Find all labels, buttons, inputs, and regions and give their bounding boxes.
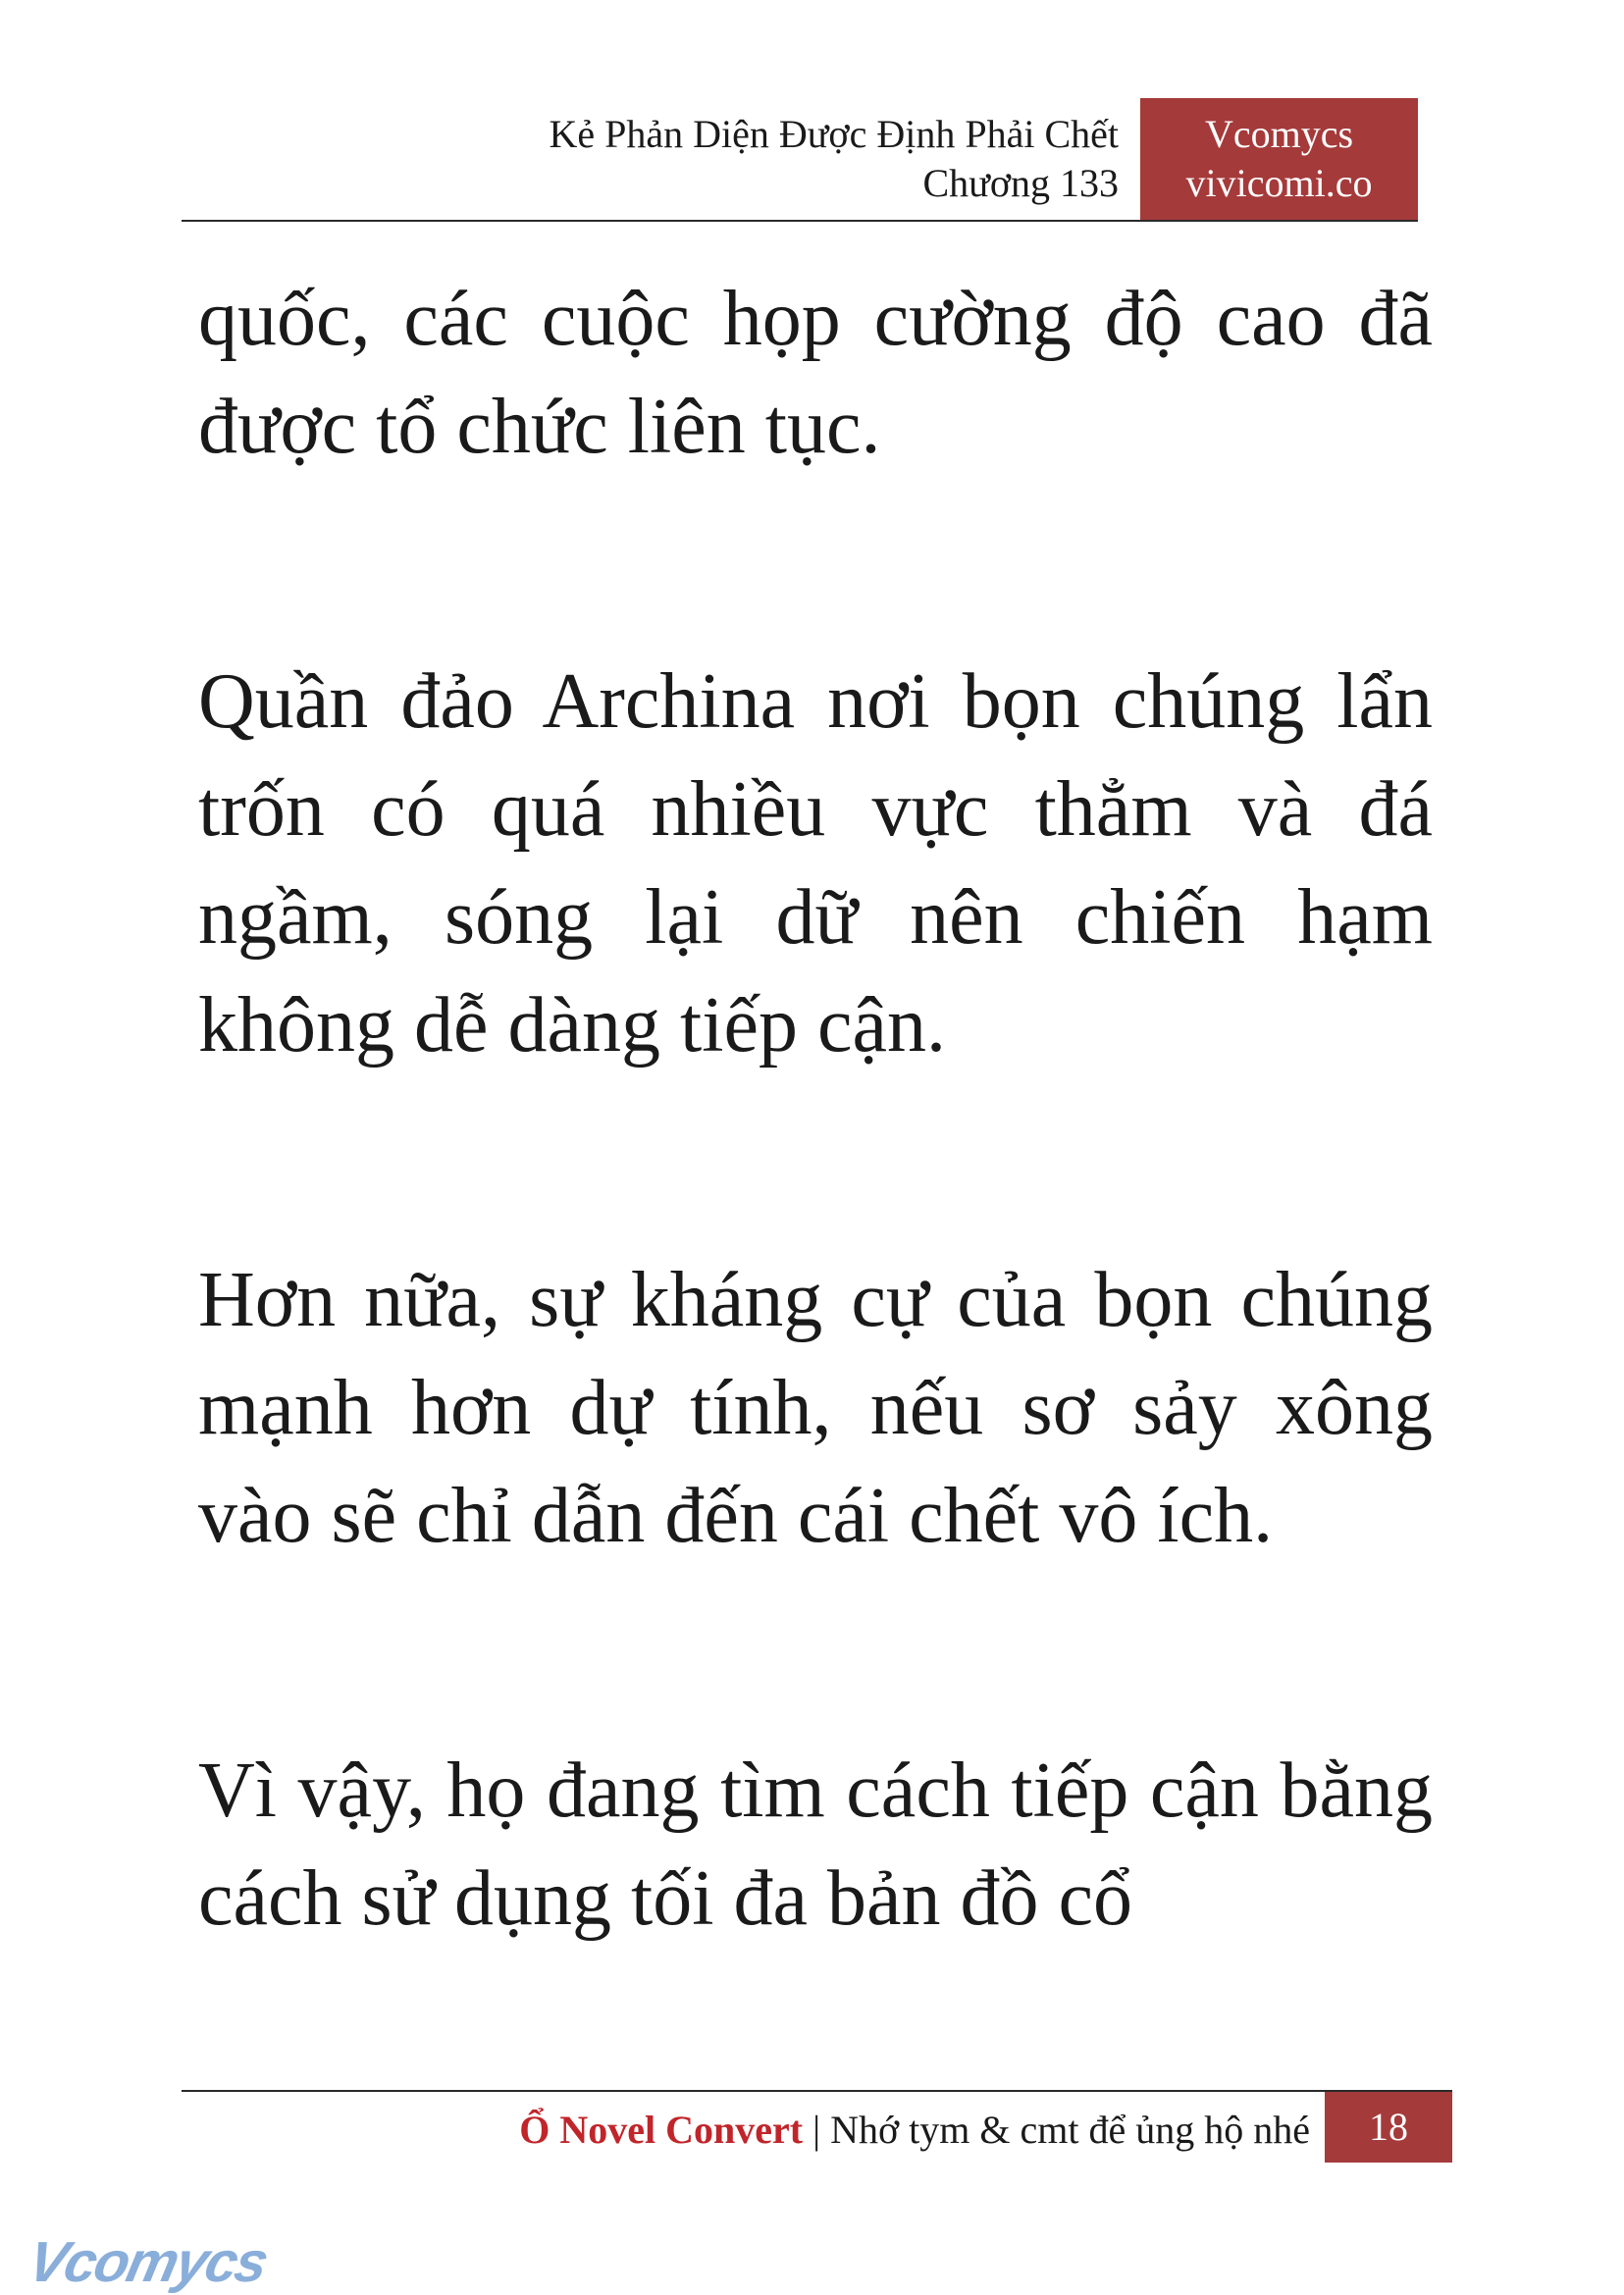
site-badge-url: vivicomi.co [1185, 161, 1373, 205]
page-footer [182, 2090, 1452, 2163]
page-header [182, 98, 1418, 222]
footer-brand: Ổ Novel Convert [519, 2108, 804, 2152]
site-badge-name: Vcomycs [1204, 112, 1354, 156]
book-title: Kẻ Phản Diện Được Định Phải Chết [549, 112, 1119, 156]
chapter-label: Chương 133 [922, 161, 1119, 205]
paragraph-1: quốc, các cuộc họp cường độ cao đã được tổ chức liên tục. [198, 276, 1433, 470]
footer-message: Nhớ tym & cmt để ủng hộ nhé [830, 2108, 1310, 2152]
header-title-block [549, 110, 1119, 208]
page-number: 18 [1325, 2092, 1452, 2163]
paragraph-2: Quần đảo Archina nơi bọn chúng lẩn trốn có quá nhiều vực thẳm và đá ngầm, sóng lại dữ nên chiến hạm không dễ dàng tiếp cận. [198, 658, 1433, 1069]
paragraph-3: Hơn nữa, sự kháng cự của bọn chúng mạnh hơn dự tính, nếu sơ sảy xông vào sẽ chỉ dẫn đến cái chết vô ích. [198, 1257, 1433, 1559]
footer-text [519, 2106, 1310, 2155]
paragraph-4: Vì vậy, họ đang tìm cách tiếp cận bằng cách sử dụng tối đa bản đồ cổ [198, 1747, 1433, 1942]
chapter-body [198, 265, 1433, 1953]
site-badge [1140, 98, 1418, 220]
footer-separator: | [803, 2108, 831, 2152]
watermark-logo: Vcomycs [23, 2230, 273, 2294]
